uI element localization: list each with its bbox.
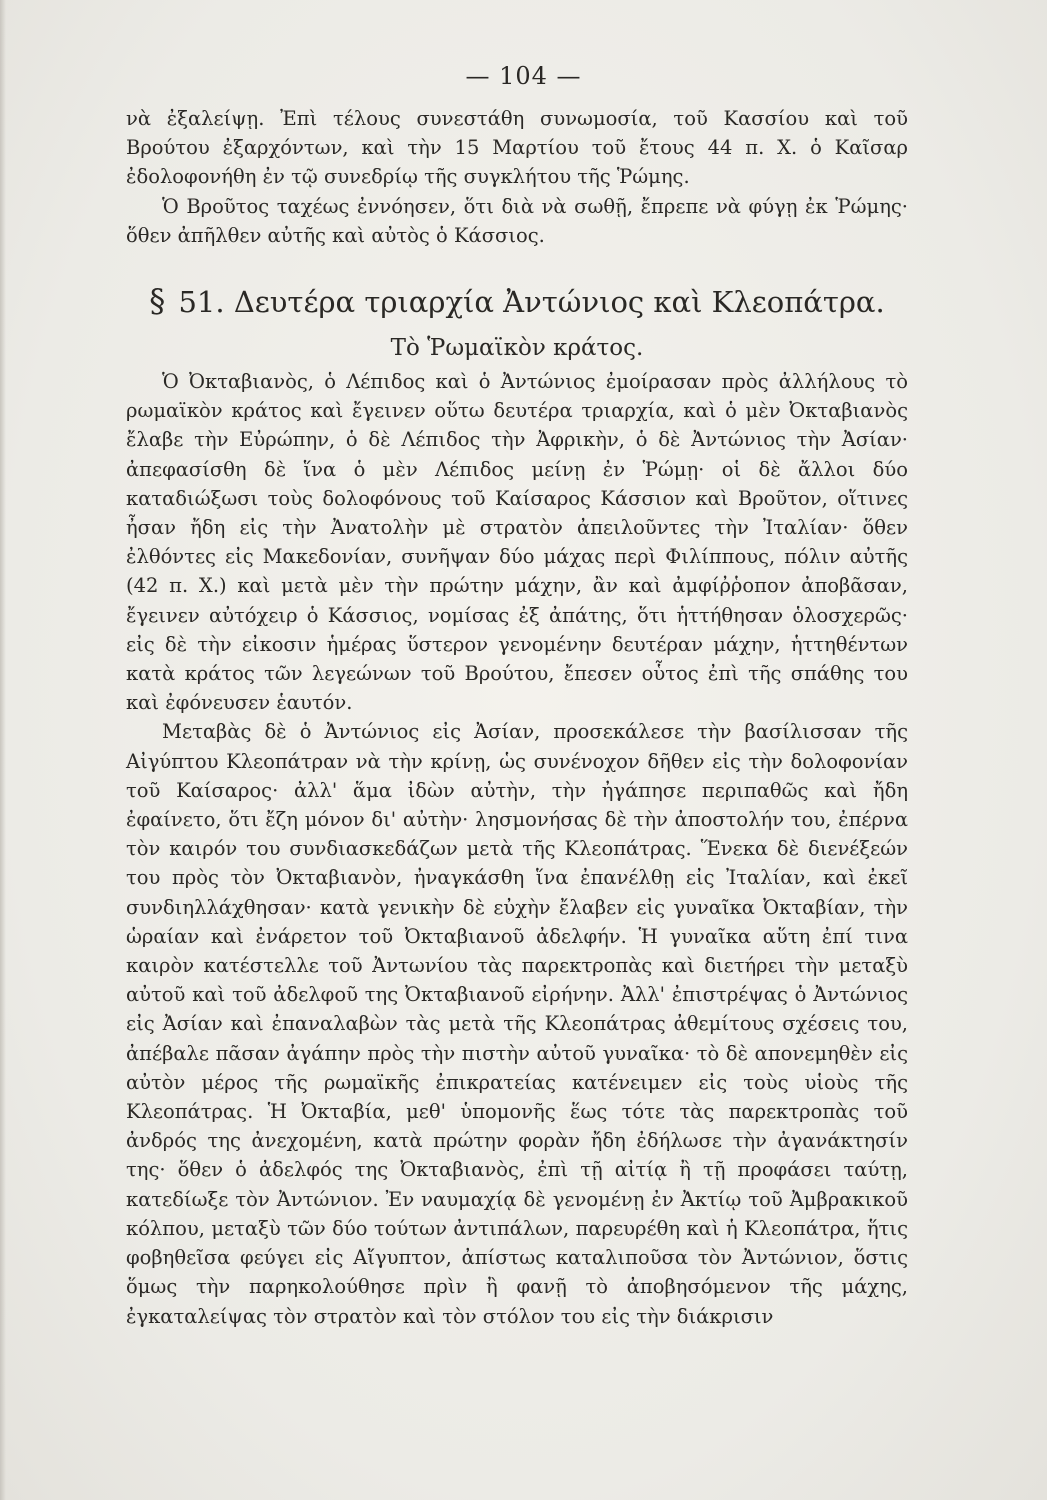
- intro-paragraph-2: Ὁ Βροῦτος ταχέως ἐννόησεν, ὅτι διὰ νὰ σωθῇ, ἔπρεπε νὰ φύγῃ ἐκ Ῥώμης· ὅθεν ἀπῆλθεν αὐτῆς καὶ αὐτὸς ὁ Κάσσιος.: [126, 194, 908, 247]
- section-sign: §: [149, 282, 166, 320]
- section-title: Δευτέρα τριαρχία Ἀντώνιος καὶ Κλεοπάτρα.: [233, 285, 885, 319]
- page-number: — 104 —: [465, 62, 582, 90]
- body-paragraph-1: Ὁ Ὀκταβιανὸς, ὁ Λέπιδος καὶ ὁ Ἀντώνιος ἐμοίρασαν πρὸς ἀλλήλους τὸ ρωμαϊκὸν κράτος καὶ ἔγεινεν οὕτω δευτέρα τριαρχία, καὶ ὁ μὲν Ὀκταβιανὸς ἔλαβε τὴν Εὐρώπην, ὁ δὲ Λέπιδος τὴν Ἀφρικὴν, ὁ δὲ Ἀντώνιος τὴν Ἀσίαν· ἀπεφασίσθη δὲ ἵνα ὁ μὲν Λέπιδος μείνῃ ἐν Ῥώμῃ· οἱ δὲ ἄλλοι δύο καταδιώξωσι τοὺς δολοφόνους τοῦ Καίσαρος Κάσσιον καὶ Βροῦτον, οἵτινες ἦσαν ἤδη εἰς τὴν Ἀνατολὴν μὲ στρατὸν ἀπειλοῦντες τὴν Ἰταλίαν· ὅθεν ἐλθόντες εἰς Μακεδονίαν, συνῆψαν δύο μάχας περὶ Φιλίππους, πόλιν αὐτῆς (42 π. Χ.) καὶ μετὰ μὲν τὴν πρώτην μάχην, ἂν καὶ ἀμφίῤῥοπον ἀποβᾶσαν, ἔγεινεν αὐτόχειρ ὁ Κάσσιος, νομίσας ἐξ ἀπάτης, ὅτι ἡττήθησαν ὁλοσχερῶς· εἰς δὲ τὴν εἰκοσιν ἡμέρας ὕστερον γενομένην δευτέραν μάχην, ἡττηθέντων κατὰ κράτος τῶν λεγεώνων τοῦ Βρούτου, ἔπεσεν οὗτος ἐπὶ τῆς σπάθης του καὶ ἐφόνευσεν ἑαυτόν.: [126, 370, 908, 715]
- section-heading: [126, 283, 908, 320]
- body-paragraph-2: Μεταβὰς δὲ ὁ Ἀντώνιος εἰς Ἀσίαν, προσεκάλεσε τὴν βασίλισσαν τῆς Αἰγύπτου Κλεοπάτραν νὰ τὴν κρίνῃ, ὡς συνένοχον δῆθεν εἰς τὴν δολοφονίαν τοῦ Καίσαρος· ἀλλ' ἅμα ἰδὼν αὐτὴν, τὴν ἠγάπησε περιπαθῶς καὶ ἤδη ἐφαίνετο, ὅτι ἔζη μόνον δι' αὐτὴν· λησμονήσας δὲ τὴν ἀποστολήν του, ἐπέρνα τὸν καιρόν του συνδιασκεδάζων μετὰ τῆς Κλεοπάτρας. Ἕνεκα δὲ διενέξεών του πρὸς τὸν Ὀκταβιανὸν, ἠναγκάσθη ἵνα ἐπανέλθῃ εἰς Ἰταλίαν, καὶ ἐκεῖ συνδιηλλάχθησαν· κατὰ γενικὴν δὲ εὐχὴν ἔλαβεν εἰς γυναῖκα Ὀκταβίαν, τὴν ὡραίαν καὶ ἐνάρετον τοῦ Ὀκταβιανοῦ ἀδελφήν. Ἡ γυναῖκα αὕτη ἐπί τινα καιρὸν κατέστελλε τοῦ Ἀντωνίου τὰς παρεκτροπὰς καὶ διετήρει τὴν μεταξὺ αὐτοῦ καὶ τοῦ ἀδελφοῦ της Ὀκταβιανοῦ εἰρήνην. Ἀλλ' ἐπιστρέψας ὁ Ἀντώνιος εἰς Ἀσίαν καὶ ἐπαναλαβὼν τὰς μετὰ τῆς Κλεοπάτρας ἀθεμίτους σχέσεις του, ἀπέβαλε πᾶσαν ἀγάπην πρὸς τὴν πιστὴν αὐτοῦ γυναῖκα· τὸ δὲ απονεμηθὲν εἰς αὐτὸν μέρος τῆς ρωμαϊκῆς ἐπικρατείας κατένειμεν εἰς τοὺς υἱοὺς τῆς Κλεοπάτρας. Ἡ Ὀκταβία, μεθ' ὑπομονῆς ἕως τότε τὰς παρεκτροπὰς τοῦ ἀνδρός της ἀνεχομένη, κατὰ πρώτην φορὰν ἤδη ἐδήλωσε τὴν ἀγανάκτησίν της· ὅθεν ὁ ἀδελφός της Ὀκταβιανὸς, ἐπὶ τῇ αἰτίᾳ ἢ τῇ προφάσει ταύτῃ, κατεδίωξε τὸν Ἀντώνιον. Ἐν ναυμαχίᾳ δὲ γενομένῃ ἐν Ἀκτίῳ τοῦ Ἀμβρακικοῦ κόλπου, μεταξὺ τῶν δύο τούτων ἀντιπάλων, παρευρέθη καὶ ἡ Κλεοπάτρα, ἥτις φοβηθεῖσα φεύγει εἰς Αἴγυπτον, ἀπίστως καταλιποῦσα τὸν Ἀντώνιον, ὅστις ὅμως τὴν παρηκολούθησε πρὶν ἢ φανῇ τὸ ἀποβησόμενον τῆς μάχης, ἐγκαταλείψας τὸν στρατὸν καὶ τὸν στόλον του εἰς τὴν διάκρισιν: [126, 720, 908, 1328]
- intro-text: [126, 104, 908, 250]
- page-edge-shadow: [0, 0, 6, 1500]
- section-subtitle: Τὸ Ῥωμαϊκὸν κράτος.: [390, 335, 644, 361]
- body-text: [126, 367, 908, 1331]
- section-number: 51.: [178, 285, 225, 319]
- intro-paragraph-1: νὰ ἐξαλείψῃ. Ἐπὶ τέλους συνεστάθη συνωμοσία, τοῦ Κασσίου καὶ τοῦ Βρούτου ἐξαρχόντων, καὶ τὴν 15 Μαρτίου τοῦ ἔτους 44 π. Χ. ὁ Καῖσαρ ἐδολοφονήθη ἐν τῷ συνεδρίῳ τῆς συγκλήτου τῆς Ῥώμης.: [126, 107, 908, 189]
